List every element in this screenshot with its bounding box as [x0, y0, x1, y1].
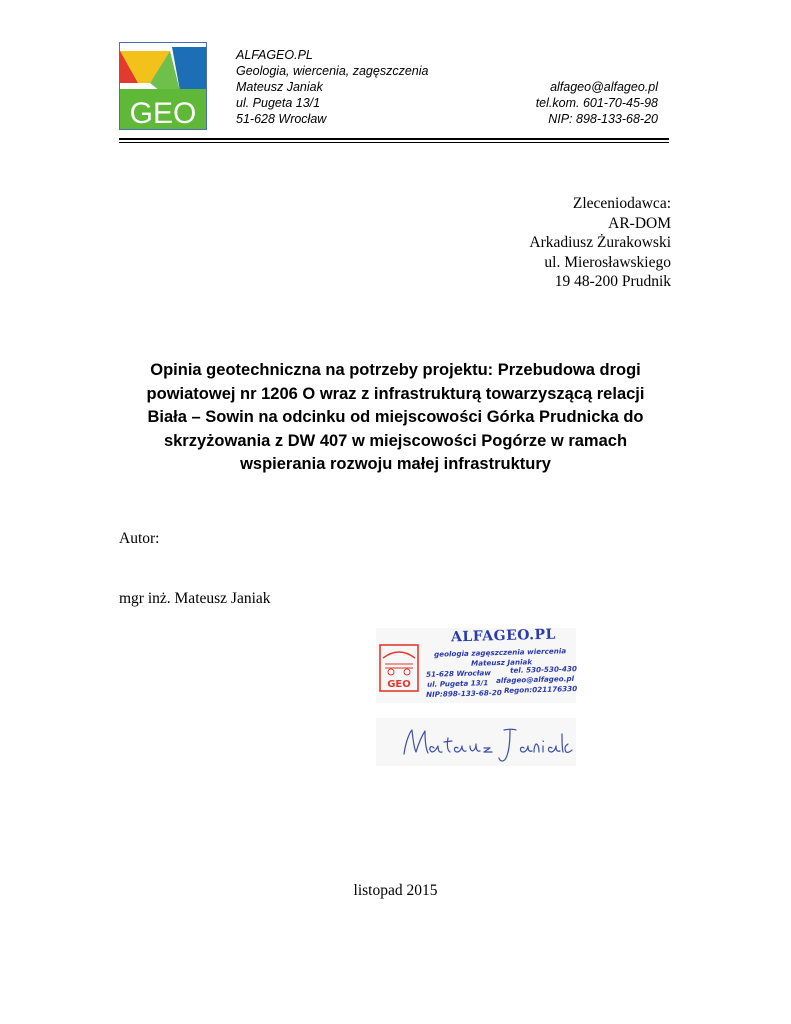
svg-text:GEO: GEO — [387, 679, 411, 690]
title-line: Biała – Sowin na odcinku od miejscowości Górka Prudnicka do — [147, 408, 644, 426]
company-nip: NIP: 898-133-68-20 — [548, 112, 658, 126]
author-name: mgr inż. Mateusz Janiak — [119, 590, 271, 607]
header-divider-thin — [119, 142, 669, 143]
stamp-owner: Mateusz Janiak — [470, 657, 533, 668]
document-date: listopad 2015 — [353, 882, 438, 899]
company-owner: Mateusz Janiak — [236, 80, 323, 94]
company-info — [236, 47, 428, 127]
title-line: skrzyżowania z DW 407 w miejscowości Pogórze w ramach — [163, 431, 628, 450]
stamp-nip: NIP:898-133-68-20 — [425, 688, 502, 699]
stamp-phone: tel. 530-530-430 — [509, 664, 578, 675]
client-city: 19 48-200 Prudnik — [554, 273, 671, 290]
client-label: Zleceniodawca: — [572, 195, 671, 212]
company-city: 51-628 Wrocław — [236, 112, 327, 126]
signature — [376, 718, 576, 766]
title-line: wspierania rozwoju małej infrastruktury — [240, 455, 551, 473]
title-line: Opinia geotechniczna na potrzeby projektu: Przebudowa drogi — [150, 361, 641, 379]
company-stamp — [376, 628, 576, 703]
company-name: ALFAGEO.PL — [236, 48, 313, 62]
logo-text: GEO — [129, 97, 197, 129]
title-line: powiatowej nr 1206 O wraz z infrastrukturą towarzyszącą relacji — [146, 384, 645, 403]
header-divider — [119, 138, 669, 140]
stamp-brand: ALFAGEO.PL — [450, 626, 557, 646]
client-person: Arkadiusz Żurakowski — [529, 234, 671, 251]
company-tagline: Geologia, wiercenia, zagęszczenia — [236, 64, 429, 78]
stamp-city: 51-628 Wrocław — [425, 668, 492, 679]
signature-graphic — [376, 718, 576, 766]
stamp-tagline: geologia zagęszczenia wiercenia — [433, 646, 567, 659]
company-logo — [119, 42, 207, 130]
client-block — [529, 194, 671, 292]
document-title — [110, 359, 681, 477]
stamp-street: ul. Pugeta 13/1 — [426, 678, 489, 689]
geo-logo-graphic — [120, 43, 206, 129]
company-street: ul. Pugeta 13/1 — [236, 96, 321, 110]
company-contact — [536, 79, 658, 127]
company-email: alfageo@alfageo.pl — [550, 80, 658, 94]
stamp-logo-icon — [379, 644, 419, 692]
author-label: Autor: — [119, 530, 160, 547]
client-street: ul. Mierosławskiego — [544, 253, 671, 271]
client-company: AR-DOM — [608, 214, 671, 232]
stamp-regon: Regon:021176330 — [503, 684, 578, 695]
stamp-email: alfageo@alfageo.pl — [495, 673, 575, 686]
company-phone: tel.kom. 601-70-45-98 — [535, 96, 658, 110]
